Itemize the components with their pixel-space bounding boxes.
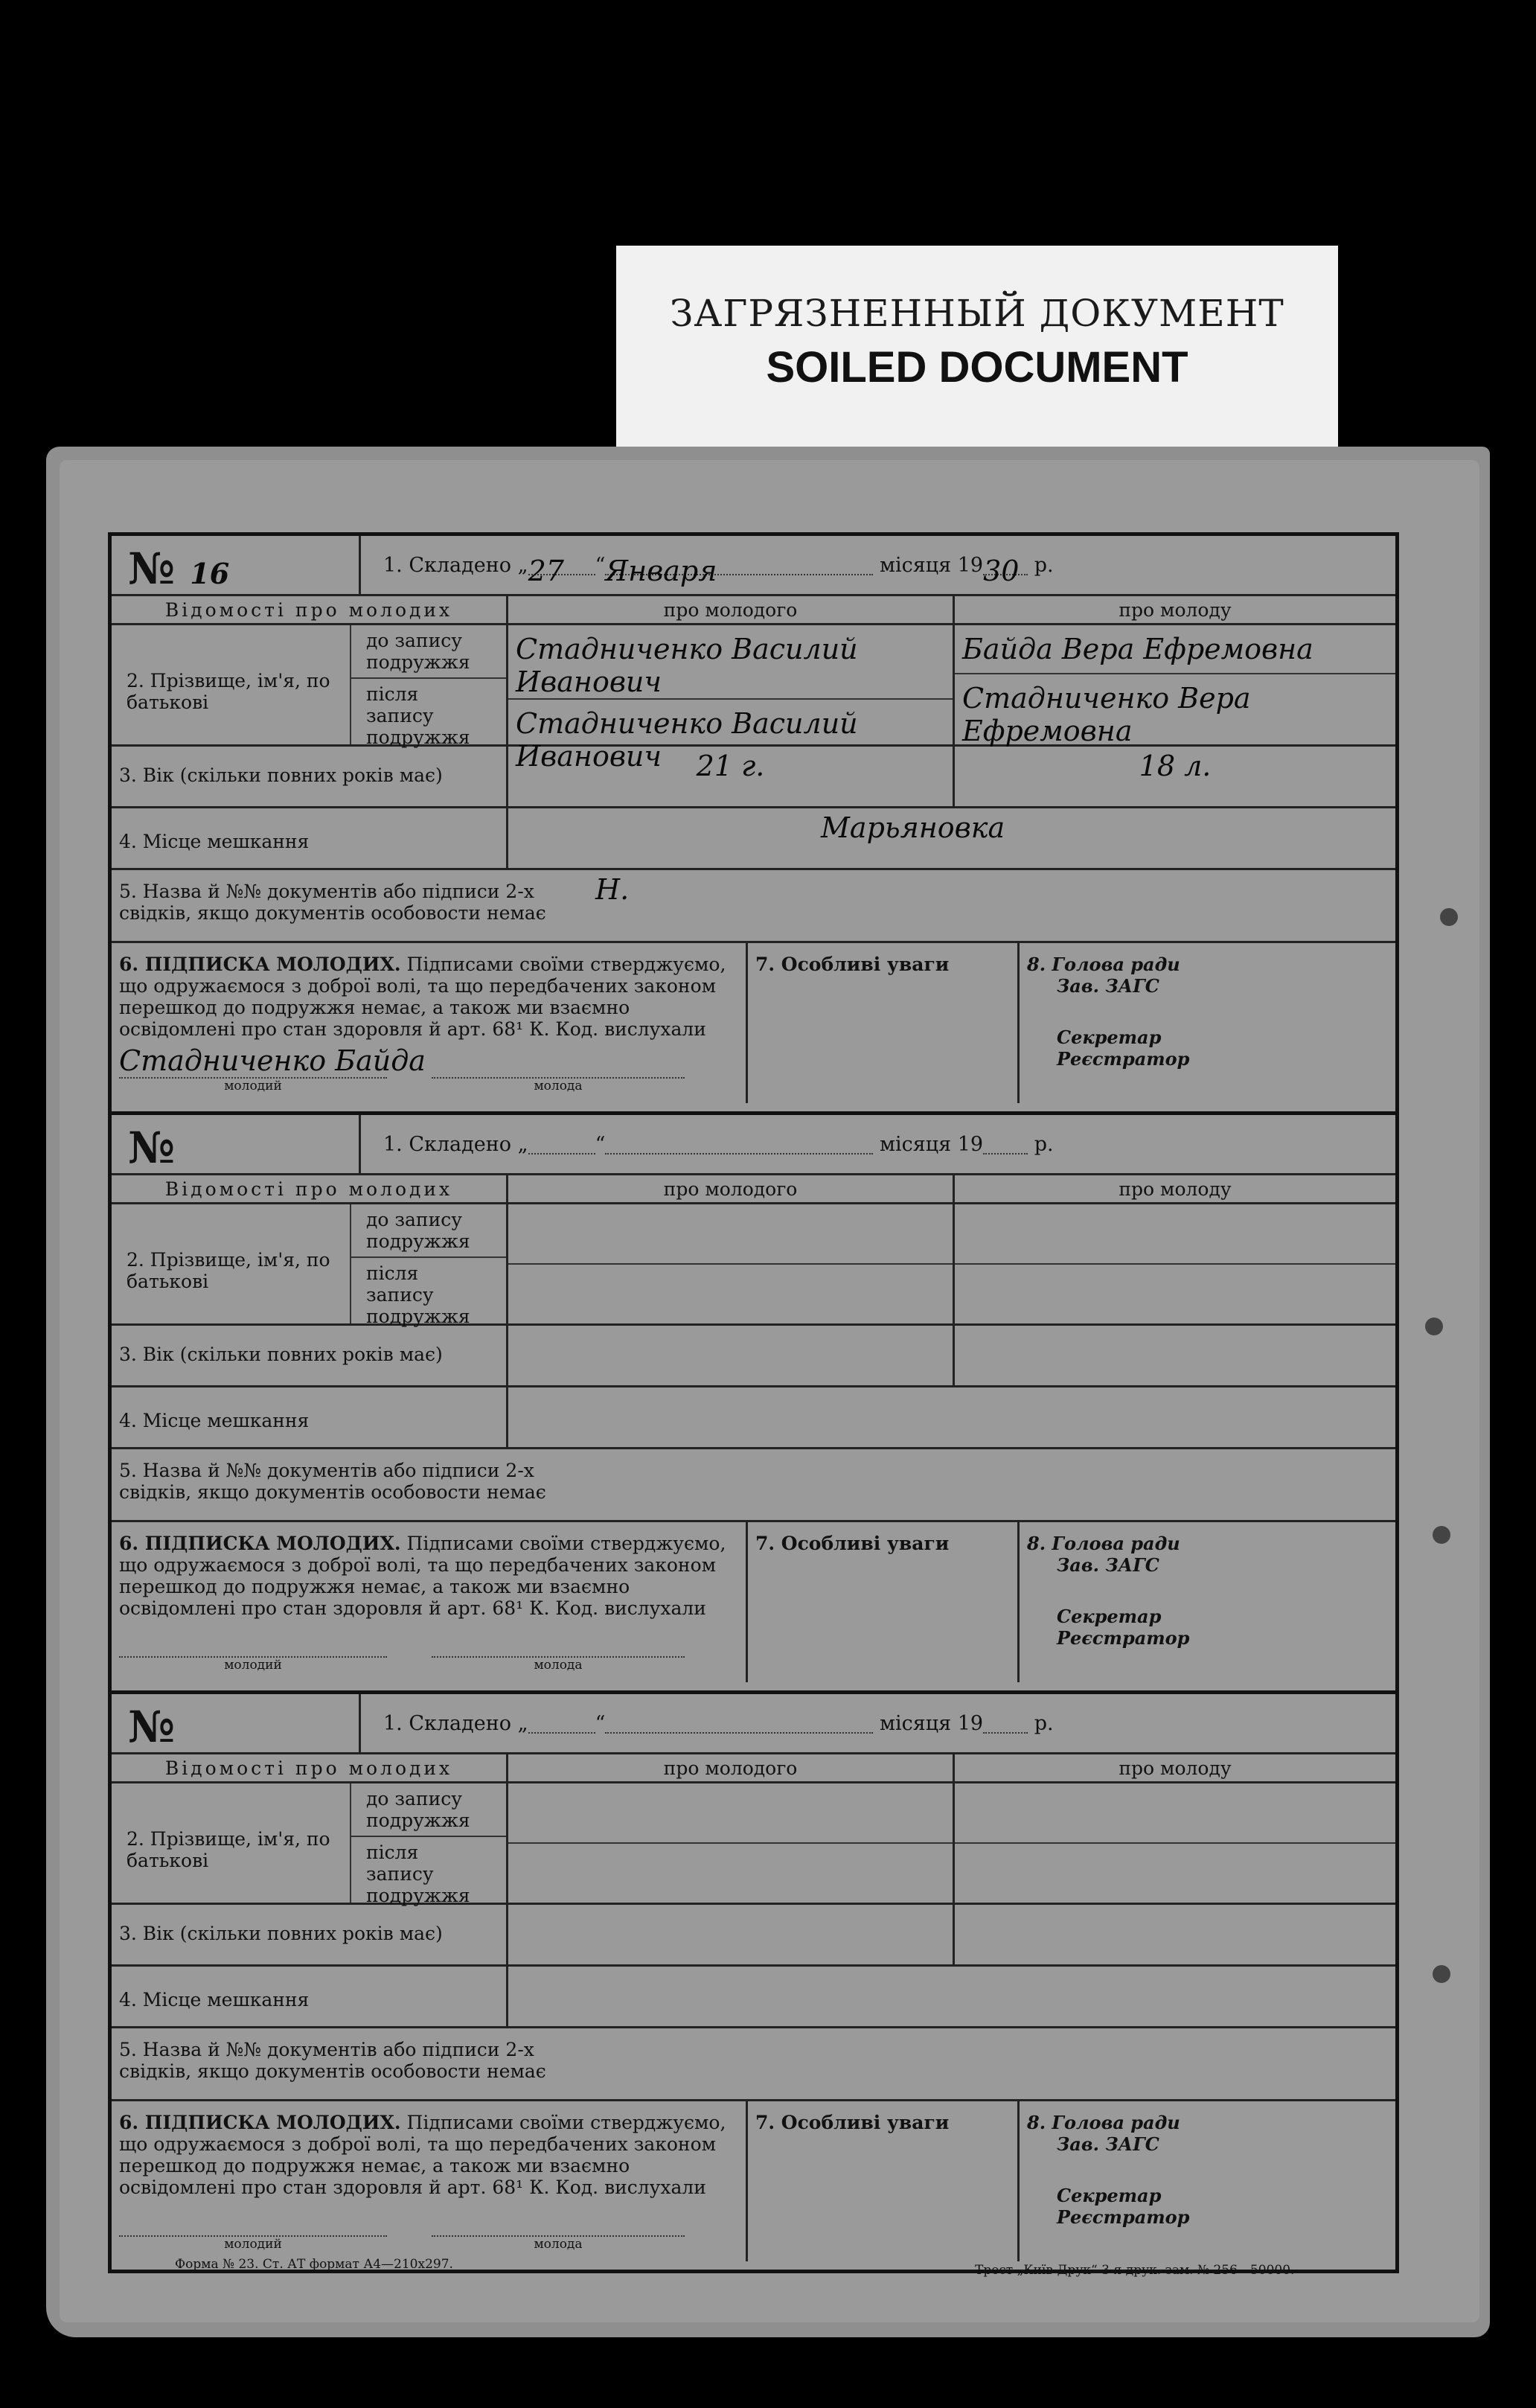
docs-label: 5. Назва й №№ документів або підписи 2-х свідків, якщо документів особовости немає [119,2039,546,2082]
info-header: Відомості про молодих [112,1754,508,1781]
entry-number: № [112,1115,361,1173]
compiled-date: 1. Складено „ 27 “ Января місяця 19 30 р. [383,553,1054,587]
secretary-label: Секретар [1057,2185,1162,2206]
bride-header: про молоду [1119,1178,1232,1200]
pledge-text: 6. ПІДПИСКА МОЛОДИХ. Підписами своїми стверджуємо, що одружаємося з доброї волі, та що передбачених законом перешкод до подружжя немає, а також ми взаємно освідомлені про стан здоровля й арт. 68¹ К. Код. вислухали [119,954,726,1040]
groom-signature-line: молодий [119,1656,387,1673]
marriage-register-form [108,532,1399,2273]
entry-number: № [112,1694,361,1752]
groom-name-before [508,1783,953,1844]
printer-note: Трест „Київ-Друк“ 3-я друк. зам. № 256—50000. [975,2263,1295,2278]
name-label: 2. Прізвище, ім'я, по батькові [127,1828,330,1871]
pledge-text: 6. ПІДПИСКА МОЛОДИХ. Підписами своїми стверджуємо, що одружаємося з доброї волі, та що передбачених законом перешкод до подружжя немає, а також ми взаємно освідомлені про стан здоровля й арт. 68¹ К. Код. вислухали [119,1533,726,1619]
groom-header: про молодого [508,1754,955,1781]
punch-hole [1433,1965,1450,1983]
groom-name-after: Стадниченко Василий Иванович [516,707,858,773]
secretary-label: Секретар [1057,1606,1162,1627]
bride-name-after: Стадниченко Вера Ефремовна [962,682,1251,747]
after-label: після запису подружжя [366,1262,470,1327]
head-label: 8. Голова ради [1027,1533,1180,1554]
groom-name-before: Стадниченко Василий Иванович [508,625,953,700]
info-header: Відомості про молодих [112,1175,508,1202]
before-label: до запису подружжя [351,625,506,679]
groom-name-after [508,1844,953,1903]
bride-name-before [955,1783,1395,1844]
groom-age [508,1905,955,1964]
couple-signatures [119,2203,738,2235]
age-label: 3. Вік (скільки повних років має) [112,747,508,806]
docs-value [588,1449,1395,1520]
docs-value: Н. [595,873,630,906]
bride-name-after [955,1265,1395,1323]
form-number: Форма № 23. Ст. АТ формат А4—210х297. [175,2257,453,2272]
age-label: 3. Вік (скільки повних років має) [112,1905,508,1964]
bride-age [955,1905,1395,1964]
groom-signature-line: молодий [119,2235,387,2252]
registrar-label: Реєстратор [1057,1627,1190,1649]
bride-name-before: Байда Вера Ефремовна [955,625,1395,674]
punch-hole [1433,1526,1450,1544]
residence-label: 4. Місце мешкання [112,1387,508,1447]
remarks-label: 7. Особливі уваги [748,943,1020,1103]
groom-name-after [508,1265,953,1323]
registrar-label: Реєстратор [1057,2206,1190,2228]
docs-label: 5. Назва й №№ документів або підписи 2-х свідків, якщо документів особовости немає [119,881,546,924]
after-label: після запису подружжя [366,683,470,748]
compiled-date: 1. Складено „ “ місяця 19 р. [383,1132,1054,1156]
before-label: до запису подружжя [351,1204,506,1258]
soiled-document-label [616,246,1338,447]
compiled-date: 1. Складено „ “ місяця 19 р. [383,1711,1054,1735]
stamp-ru: ЗАГРЯЗНЕННЫЙ ДОКУМЕНТ [670,292,1284,335]
groom-age [508,1326,955,1385]
name-label: 2. Прізвище, ім'я, по батькові [127,1249,330,1292]
remarks-label: 7. Особливі уваги [748,1522,1020,1682]
bride-header: про молоду [1119,1757,1232,1779]
residence-label: 4. Місце мешкання [112,808,508,868]
entry-number: № 16 [112,536,361,594]
bride-name-after [955,1844,1395,1903]
groom-header: про молодого [508,1175,955,1202]
before-label: до запису подружжя [351,1783,506,1837]
groom-header: про молодого [508,596,955,623]
after-label: після запису подружжя [366,1842,470,1906]
stamp-en: SOILED DOCUMENT [766,343,1188,392]
bride-age [955,1326,1395,1385]
secretary-label: Секретар [1057,1026,1162,1048]
docs-label: 5. Назва й №№ документів або підписи 2-х свідків, якщо документів особовости немає [119,1460,546,1503]
bride-signature-line: молода [432,2235,685,2252]
groom-age: 21 г. [508,747,955,806]
docs-value [588,2028,1395,2099]
bride-header: про молоду [1119,599,1232,621]
zags-label: Зав. ЗАГС [1057,2133,1159,2155]
punch-hole [1425,1318,1443,1335]
zags-label: Зав. ЗАГС [1057,975,1159,997]
bride-age: 18 л. [1139,750,1212,782]
bride-signature-line: молода [432,1656,685,1673]
groom-name-before [508,1204,953,1265]
name-label: 2. Прізвище, ім'я, по батькові [127,670,330,713]
zags-label: Зав. ЗАГС [1057,1554,1159,1576]
age-label: 3. Вік (скільки повних років має) [112,1326,508,1385]
bride-name-before [955,1204,1395,1265]
head-label: 8. Голова ради [1027,2112,1180,2133]
head-label: 8. Голова ради [1027,954,1180,975]
residence-value: Марьяновка [821,811,1005,844]
remarks-label: 7. Особливі уваги [748,2101,1020,2261]
groom-signature-line: молодий [119,1077,387,1093]
bride-signature-line: молода [432,1077,685,1093]
register-entry [108,1111,1399,1690]
registrar-label: Реєстратор [1057,1048,1190,1070]
info-header: Відомості про молодих [112,596,508,623]
register-entry [108,532,1399,1111]
pledge-text: 6. ПІДПИСКА МОЛОДИХ. Підписами своїми стверджуємо, що одружаємося з доброї волі, та що передбачених законом перешкод до подружжя немає, а також ми взаємно освідомлені про стан здоровля й арт. 68¹ К. Код. вислухали [119,2112,726,2198]
couple-signatures: Стадниченко Байда [119,1044,426,1077]
couple-signatures [119,1623,738,1656]
residence-label: 4. Місце мешкання [112,1967,508,2026]
punch-hole [1440,908,1458,926]
register-entry [108,1690,1399,2273]
